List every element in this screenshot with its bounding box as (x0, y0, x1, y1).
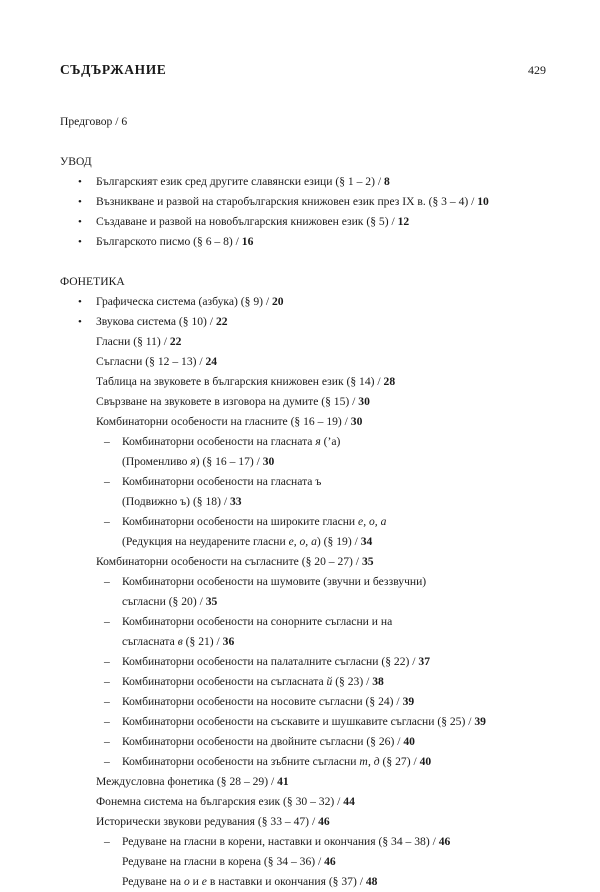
toc-entry-label: Комбинаторни особености на съгласните (§ 20 – 27) / (96, 555, 362, 568)
toc-entry[interactable] (96, 352, 570, 372)
toc-entry-italic-term-2: е (201, 875, 207, 888)
toc-entry-page-number: 22 (169, 335, 182, 348)
toc-entry-page-number: 30 (262, 455, 275, 468)
toc-entry-italic-term: т, д (359, 755, 380, 768)
toc-entry[interactable] (96, 712, 570, 732)
toc-entry[interactable] (96, 572, 570, 592)
toc-entry[interactable] (96, 372, 570, 392)
toc-entry-page-number: 35 (361, 555, 374, 568)
toc-entry-page-number: 46 (324, 855, 336, 868)
toc-entry-label: (Редукция на неударените гласни (122, 535, 289, 548)
toc-entry-label: съгласната (122, 635, 178, 648)
toc-entry[interactable] (78, 212, 570, 232)
toc-entry[interactable] (122, 592, 570, 612)
page-number: 429 (528, 63, 546, 77)
toc-entry-label: съгласни (§ 20) / (122, 595, 206, 608)
toc-entry-label: Комбинаторни особености на гласната (122, 435, 316, 448)
toc-entry-label: Съгласни (§ 12 – 13) / (96, 355, 206, 368)
dash-icon: – (104, 715, 110, 728)
toc-entry-label: Графическа система (азбука) (§ 9) / (96, 295, 272, 308)
toc-entry-label: Исторически звукови редувания (§ 33 – 47) / (96, 815, 319, 828)
toc-entry[interactable] (122, 452, 570, 472)
toc-entry[interactable] (122, 852, 570, 872)
toc-entry-page-number: 37 (418, 655, 430, 668)
toc-entry-label: (Променливо (122, 455, 191, 468)
dash-icon: – (104, 575, 110, 588)
dash-icon: – (104, 615, 110, 628)
toc-entry[interactable] (122, 872, 570, 892)
bullet-icon: • (78, 196, 82, 208)
bullet-icon: • (78, 316, 82, 328)
toc-entry-page-number: 46 (318, 815, 330, 828)
toc-entry-label: Гласни (§ 11) / (96, 335, 170, 348)
toc-entry[interactable] (78, 292, 570, 312)
toc-entry-label-tail: (’а) (320, 435, 341, 448)
toc-entry[interactable] (122, 492, 570, 512)
toc-entry-label-tail: в наставки и окончания (§ 37) / (206, 875, 366, 888)
toc-section-heading: ФОНЕТИКА (60, 275, 125, 288)
toc-entry[interactable] (96, 392, 570, 412)
table-of-contents (60, 112, 570, 892)
toc-entry-label: Звукова система (§ 10) / (96, 315, 216, 328)
toc-entry[interactable] (96, 612, 570, 632)
toc-entry-italic-term: в (177, 635, 183, 648)
toc-entry-label: Редуване на гласни в корена (§ 34 – 36) / (122, 855, 325, 868)
dash-icon: – (104, 475, 110, 488)
toc-entry-page-number: 28 (383, 375, 396, 388)
toc-entry-page-number: 22 (215, 315, 228, 328)
toc-entry-page-number: 38 (372, 675, 384, 688)
toc-entry[interactable] (96, 512, 570, 532)
dash-icon: – (104, 655, 110, 668)
toc-entry-label-tail: (§ 27) / (379, 755, 420, 768)
toc-entry-label: Комбинаторни особености на зъбните съгласни (122, 755, 360, 768)
dash-icon: – (104, 735, 110, 748)
toc-entry-page-number: 12 (397, 215, 410, 228)
toc-entry-label: Комбинаторни особености на носовите съгласни (§ 24) / (122, 695, 403, 708)
toc-entry[interactable] (96, 832, 570, 852)
toc-entry-page-number: 20 (272, 295, 284, 308)
toc-entry-label-mid: и (189, 875, 202, 888)
toc-entry-page-number: 33 (229, 495, 242, 508)
toc-entry[interactable] (96, 432, 570, 452)
toc-entry[interactable] (96, 652, 570, 672)
toc-entry-label-tail: ) (§ 16 – 17) / (195, 455, 263, 468)
toc-entry-page-number: 48 (365, 875, 378, 888)
toc-entry[interactable] (96, 472, 570, 492)
toc-entry-italic-term: е, о, а (288, 535, 317, 548)
toc-entry-label: Редуване на гласни в корени, наставки и окончания (§ 34 – 38) / (122, 835, 439, 848)
toc-entry-italic-term: о (183, 875, 190, 888)
toc-entry[interactable] (78, 312, 570, 332)
toc-entry-italic-term: я (315, 435, 321, 448)
toc-entry[interactable] (122, 532, 570, 552)
toc-entry-page-number: 30 (358, 395, 370, 408)
toc-entry[interactable] (122, 632, 570, 652)
section-gap (60, 252, 570, 272)
toc-sections (60, 132, 570, 892)
dash-icon: – (104, 755, 110, 768)
toc-entry-page-number: 39 (402, 695, 415, 708)
toc-entry-page-number: 34 (360, 535, 373, 548)
toc-entry[interactable] (78, 192, 570, 212)
toc-entry-label: Комбинаторни особености на сонорните съгласни и на (122, 615, 393, 628)
toc-entry-label: Българският език сред другите славянски езици (§ 1 – 2) / (96, 175, 384, 188)
toc-entry-label-tail: ) (§ 19) / (316, 535, 361, 548)
toc-entry[interactable] (96, 772, 570, 792)
toc-entry-page-number: 40 (419, 755, 432, 768)
toc-preface-entry: Предговор / 6 (60, 115, 128, 128)
toc-entry-label: Комбинаторни особености на гласната ъ (122, 475, 322, 488)
toc-entry[interactable] (96, 552, 570, 572)
toc-entry-label: Фонемна система на българския език (§ 30 – 32) / (96, 795, 344, 808)
toc-entry-label: Редуване на (122, 875, 184, 888)
toc-entry[interactable] (96, 732, 570, 752)
dash-icon: – (104, 695, 110, 708)
toc-entry-page-number: 35 (205, 595, 218, 608)
toc-entry[interactable] (96, 792, 570, 812)
toc-entry-label: Свързване на звуковете в изговора на думите (§ 15) / (96, 395, 359, 408)
bullet-icon: • (78, 296, 82, 308)
toc-entry-label: Комбинаторни особености на двойните съгласни (§ 26) / (122, 735, 404, 748)
toc-entry[interactable] (78, 232, 570, 252)
page-title: СЪДЪРЖАНИЕ (60, 62, 167, 77)
bullet-icon: • (78, 236, 82, 248)
toc-section-heading: УВОД (60, 155, 92, 168)
toc-entry-label: Българското писмо (§ 6 – 8) / (96, 235, 242, 248)
toc-entry-label: Създаване и развой на новобългарския книжовен език (§ 5) / (96, 215, 398, 228)
page-header (60, 62, 546, 78)
toc-entry-page-number: 46 (438, 835, 451, 848)
toc-entry-page-number: 40 (403, 735, 415, 748)
toc-entry[interactable] (78, 172, 570, 192)
toc-entry-italic-term: я (190, 455, 196, 468)
toc-entry[interactable] (96, 412, 570, 432)
toc-entry-page-number: 41 (277, 775, 289, 788)
toc-entry-italic-term: е, о, а (358, 515, 387, 528)
toc-entry-page-number: 44 (343, 795, 355, 808)
toc-entry-page-number: 39 (474, 715, 486, 728)
toc-entry-label: Комбинаторни особености на широките гласни (122, 515, 359, 528)
toc-entry-page-number: 24 (205, 355, 218, 368)
toc-entry[interactable] (96, 332, 570, 352)
toc-entry-label: Комбинаторни особености на шумовите (звучни и беззвучни) (122, 575, 427, 588)
toc-entry-label: Комбинаторни особености на съскавите и шушкавите съгласни (§ 25) / (122, 715, 475, 728)
toc-entry-label: Възникване и развой на старобългарския книжовен език през IX в. (§ 3 – 4) / (96, 195, 478, 208)
toc-entry[interactable] (96, 812, 570, 832)
toc-entry-label-tail: (§ 23) / (332, 675, 373, 688)
toc-entry-label: (Подвижно ъ) (§ 18) / (122, 495, 230, 508)
toc-entry-page-number: 30 (350, 415, 363, 428)
section-gap (60, 132, 570, 152)
toc-entry-italic-term: й (326, 675, 333, 688)
toc-entry-label: Комбинаторни особености на палаталните съгласни (§ 22) / (122, 655, 419, 668)
toc-entry-label: Комбинаторни особености на съгласната (122, 675, 327, 688)
toc-entry[interactable] (96, 752, 570, 772)
dash-icon: – (104, 675, 110, 688)
toc-entry-label: Междусловна фонетика (§ 28 – 29) / (96, 775, 278, 788)
dash-icon: – (104, 515, 110, 528)
dash-icon: – (104, 835, 110, 848)
toc-entry-page-number: 10 (477, 195, 489, 208)
bullet-icon: • (78, 176, 82, 188)
toc-entry-page-number: 8 (383, 175, 390, 188)
toc-entry-label: Таблица на звуковете в българския книжовен език (§ 14) / (96, 375, 384, 388)
toc-entry-label-tail: (§ 21) / (182, 635, 223, 648)
dash-icon: – (104, 435, 110, 448)
bullet-icon: • (78, 216, 82, 228)
toc-entry[interactable] (96, 692, 570, 712)
toc-entry-label: Комбинаторни особености на гласните (§ 16 – 19) / (96, 415, 351, 428)
toc-entry[interactable] (96, 672, 570, 692)
toc-entry-page-number: 16 (241, 235, 254, 248)
toc-entry-page-number: 36 (222, 635, 235, 648)
